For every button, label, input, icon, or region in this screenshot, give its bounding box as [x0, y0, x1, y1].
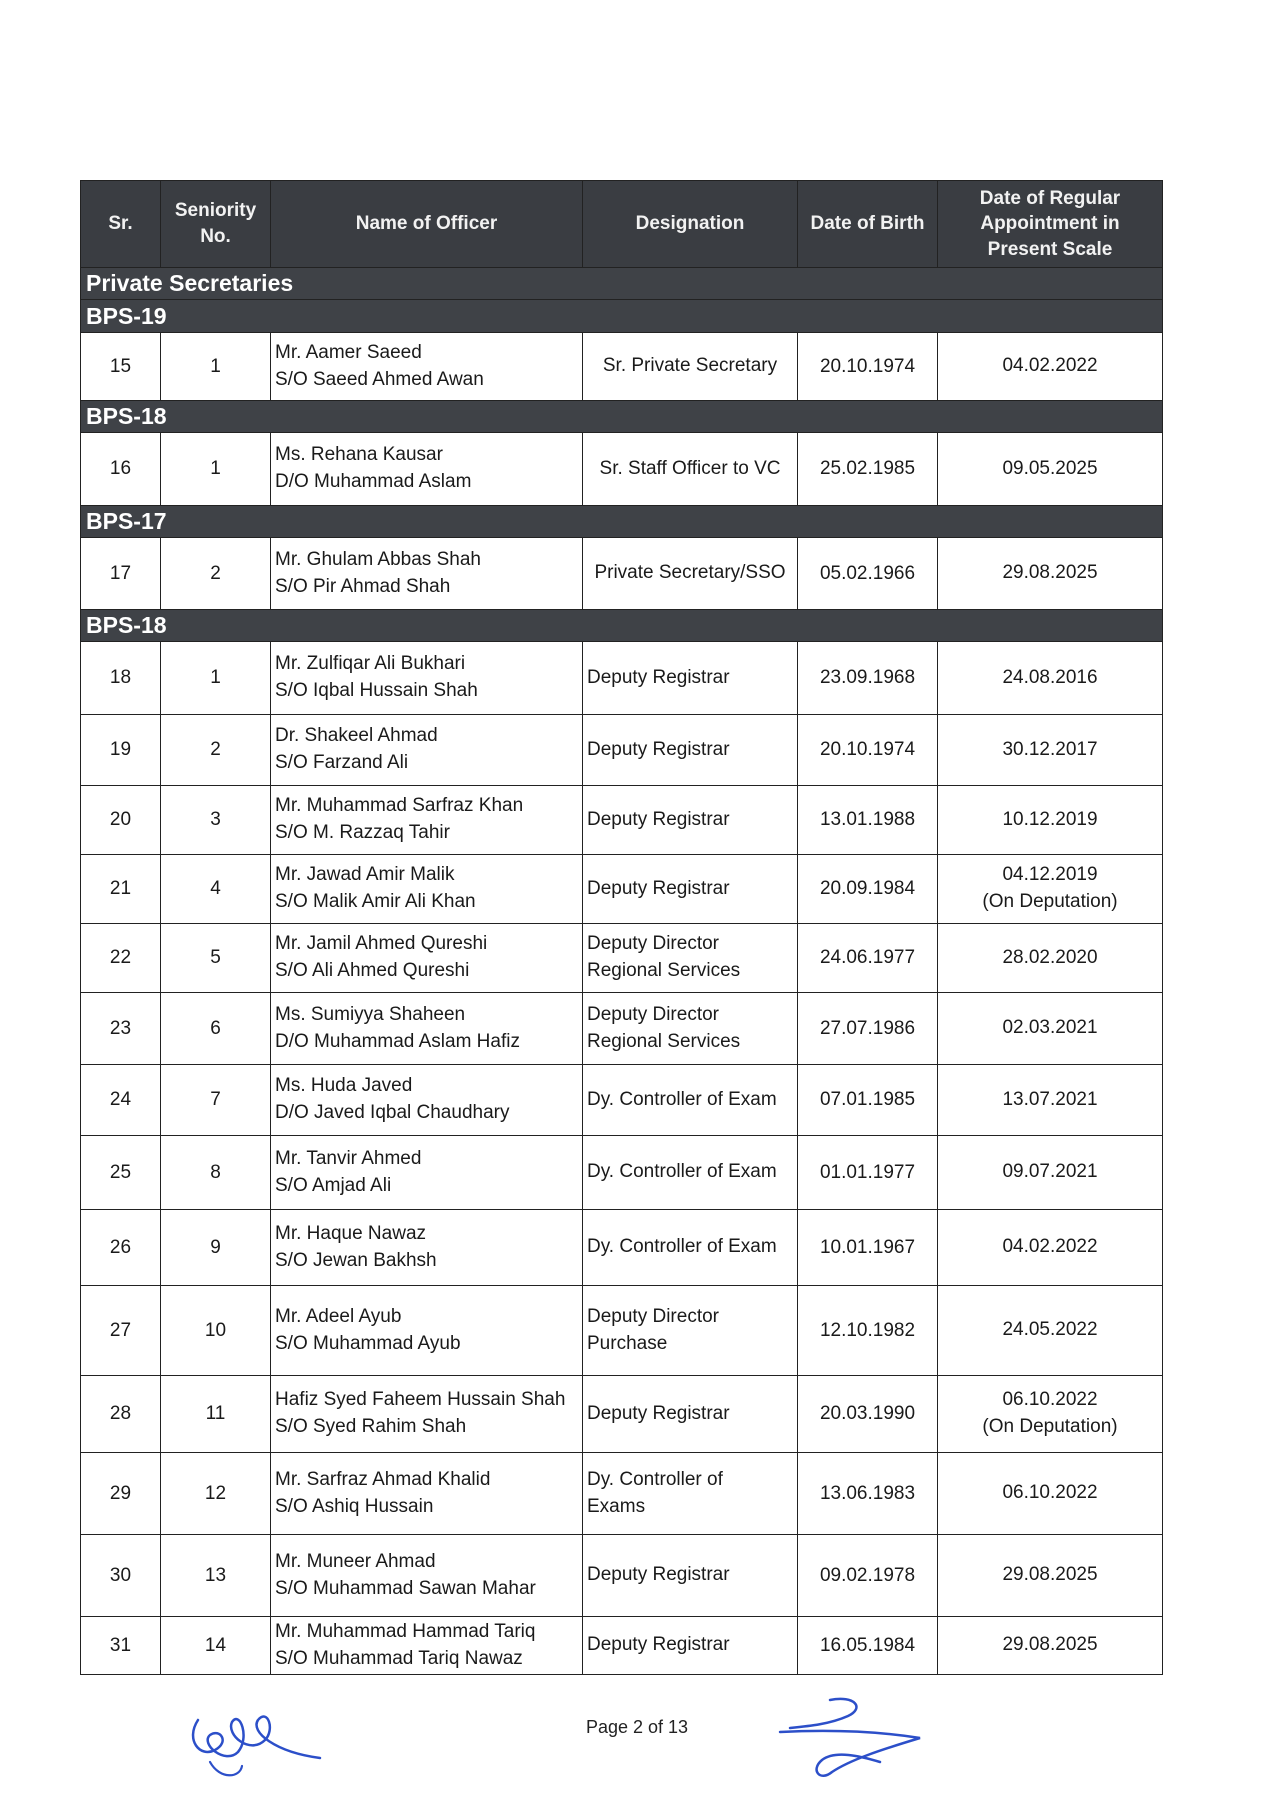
cell-designation: [583, 1453, 798, 1535]
grade-label: BPS-19: [81, 300, 1163, 333]
cell-dob: 13.01.1988: [798, 786, 938, 855]
table-row: [81, 433, 1163, 506]
officer-parent: S/O Muhammad Ayub: [275, 1332, 461, 1354]
cell-appointment: [938, 333, 1163, 401]
officer-name: Ms. Huda Javed: [275, 1075, 413, 1097]
officer-parent: S/O Syed Rahim Shah: [275, 1416, 467, 1437]
cell-dob: 16.05.1984: [798, 1617, 938, 1675]
officer-name: Ms. Rehana Kausar: [275, 444, 443, 466]
cell-designation: [583, 1535, 798, 1617]
cell-appointment: [938, 642, 1163, 715]
designation-line: Dy. Controller of Exam: [587, 1161, 777, 1183]
officer-parent: S/O Iqbal Hussain Shah: [275, 680, 478, 701]
cell-sr: 21: [81, 855, 161, 924]
designation-line: Purchase: [587, 1332, 668, 1354]
officer-parent: S/O Jewan Bakhsh: [275, 1249, 437, 1271]
officer-parent: S/O Pir Ahmad Shah: [275, 575, 451, 597]
designation-line: Sr. Staff Officer to VC: [599, 457, 781, 479]
table-row: [81, 1065, 1163, 1136]
cell-designation: [583, 1286, 798, 1376]
cell-name: [271, 333, 583, 401]
cell-appointment: [938, 786, 1163, 855]
cell-sr: 25: [81, 1136, 161, 1210]
officer-parent: S/O M. Razzaq Tahir: [275, 822, 450, 843]
table-row: [81, 1453, 1163, 1535]
appointment-line: 06.10.2022: [1002, 1389, 1098, 1411]
cell-appointment: [938, 715, 1163, 786]
cell-seniority: 5: [161, 924, 271, 993]
cell-dob: 09.02.1978: [798, 1535, 938, 1617]
cell-appointment: [938, 924, 1163, 993]
seniority-list-table: [80, 180, 1163, 1675]
designation-line: Dy. Controller of Exam: [587, 1236, 777, 1258]
appointment-line: 30.12.2017: [1002, 738, 1098, 760]
grade-label: BPS-17: [81, 506, 1163, 538]
designation-line: Deputy Registrar: [587, 666, 730, 688]
appointment-line: 29.08.2025: [1002, 1634, 1098, 1656]
cell-seniority: 1: [161, 433, 271, 506]
cell-sr: 18: [81, 642, 161, 715]
officer-name: Mr. Tanvir Ahmed: [275, 1147, 422, 1169]
appointment-line: 24.05.2022: [1002, 1319, 1098, 1341]
cell-dob: 13.06.1983: [798, 1453, 938, 1535]
cell-name: [271, 1535, 583, 1617]
cell-designation: [583, 1376, 798, 1453]
cell-designation: [583, 433, 798, 506]
appointment-line: 09.05.2025: [1002, 457, 1098, 479]
officer-parent: D/O Muhammad Aslam Hafiz: [275, 1030, 520, 1052]
cell-name: [271, 433, 583, 506]
table-row: [81, 715, 1163, 786]
designation-line: Deputy Director: [587, 1305, 719, 1327]
designation-line: Deputy Registrar: [587, 808, 730, 830]
table-row: [81, 538, 1163, 610]
cell-dob: 05.02.1966: [798, 538, 938, 610]
appointment-line: (On Deputation): [982, 1416, 1118, 1437]
cell-appointment: [938, 1286, 1163, 1376]
cell-seniority: 1: [161, 333, 271, 401]
officer-parent: S/O Farzand Ali: [275, 752, 409, 773]
appointment-line: 28.02.2020: [1002, 946, 1098, 968]
cell-sr: 26: [81, 1210, 161, 1286]
designation-line: Regional Services: [587, 1030, 741, 1052]
cell-seniority: 4: [161, 855, 271, 924]
cell-name: [271, 1065, 583, 1136]
table-body: [81, 268, 1163, 1675]
officer-parent: S/O Amjad Ali: [275, 1174, 392, 1196]
cell-name: [271, 1617, 583, 1675]
cell-dob: 24.06.1977: [798, 924, 938, 993]
grade-section-row: [81, 401, 1163, 433]
cell-name: [271, 538, 583, 610]
cell-sr: 17: [81, 538, 161, 610]
cell-dob: 20.03.1990: [798, 1376, 938, 1453]
table-row: [81, 993, 1163, 1065]
officer-parent: S/O Saeed Ahmed Awan: [275, 368, 484, 390]
cell-appointment: [938, 1535, 1163, 1617]
table-row: [81, 333, 1163, 401]
officer-name: Mr. Muhammad Sarfraz Khan: [275, 795, 524, 817]
header-designation: Designation: [583, 181, 798, 268]
officer-name: Mr. Jawad Amir Malik: [275, 864, 455, 886]
cell-dob: 01.01.1977: [798, 1136, 938, 1210]
appointment-line: 10.12.2019: [1002, 808, 1098, 830]
cell-sr: 28: [81, 1376, 161, 1453]
header-sr: Sr.: [81, 181, 161, 268]
officer-name: Mr. Aamer Saeed: [275, 341, 422, 363]
cell-name: [271, 1286, 583, 1376]
cell-appointment: [938, 538, 1163, 610]
officer-parent: D/O Muhammad Aslam: [275, 471, 472, 492]
grade-label: BPS-18: [81, 401, 1163, 433]
cell-designation: [583, 1617, 798, 1675]
cell-seniority: 2: [161, 538, 271, 610]
category-row: [81, 268, 1163, 300]
cell-sr: 27: [81, 1286, 161, 1376]
cell-designation: [583, 786, 798, 855]
cell-name: [271, 642, 583, 715]
cell-dob: 20.10.1974: [798, 715, 938, 786]
cell-sr: 15: [81, 333, 161, 401]
cell-appointment: [938, 433, 1163, 506]
officer-name: Mr. Haque Nawaz: [275, 1222, 427, 1244]
officer-name: Mr. Muneer Ahmad: [275, 1550, 436, 1572]
cell-dob: 07.01.1985: [798, 1065, 938, 1136]
header-appointment: Date of Regular Appointment in Present Scale: [938, 181, 1163, 268]
cell-appointment: [938, 1210, 1163, 1286]
officer-parent: S/O Ali Ahmed Qureshi: [275, 960, 470, 981]
cell-designation: [583, 642, 798, 715]
officer-parent: S/O Ashiq Hussain: [275, 1495, 434, 1517]
cell-designation: [583, 1136, 798, 1210]
cell-seniority: 3: [161, 786, 271, 855]
grade-label: BPS-18: [81, 610, 1163, 642]
appointment-line: 04.02.2022: [1002, 355, 1098, 377]
cell-dob: 27.07.1986: [798, 993, 938, 1065]
table-row: [81, 1376, 1163, 1453]
appointment-line: 04.12.2019: [1002, 864, 1098, 886]
cell-name: [271, 1210, 583, 1286]
table-header-row: [81, 181, 1163, 268]
designation-line: Dy. Controller of Exam: [587, 1088, 777, 1110]
cell-seniority: 13: [161, 1535, 271, 1617]
cell-dob: 25.02.1985: [798, 433, 938, 506]
cell-sr: 23: [81, 993, 161, 1065]
cell-name: [271, 924, 583, 993]
page-number: Page 2 of 13: [585, 1717, 689, 1737]
cell-appointment: [938, 1376, 1163, 1453]
officers-table-container: [80, 180, 1162, 1675]
appointment-line: 24.08.2016: [1002, 666, 1098, 688]
cell-appointment: [938, 855, 1163, 924]
cell-appointment: [938, 1065, 1163, 1136]
header-dob: Date of Birth: [798, 181, 938, 268]
grade-section-row: [81, 610, 1163, 642]
cell-designation: [583, 924, 798, 993]
cell-dob: 20.10.1974: [798, 333, 938, 401]
cell-designation: [583, 1065, 798, 1136]
appointment-line: 06.10.2022: [1002, 1482, 1098, 1504]
designation-line: Deputy Registrar: [587, 1564, 730, 1586]
cell-name: [271, 1376, 583, 1453]
designation-line: Deputy Director: [587, 1003, 719, 1025]
officer-name: Mr. Adeel Ayub: [275, 1305, 402, 1327]
header-seniority: Seniority No.: [161, 181, 271, 268]
cell-seniority: 7: [161, 1065, 271, 1136]
cell-appointment: [938, 1136, 1163, 1210]
cell-name: [271, 715, 583, 786]
cell-dob: 20.09.1984: [798, 855, 938, 924]
officer-name: Mr. Muhammad Hammad Tariq: [275, 1621, 536, 1642]
cell-sr: 30: [81, 1535, 161, 1617]
cell-seniority: 6: [161, 993, 271, 1065]
designation-line: Exams: [587, 1495, 646, 1517]
cell-seniority: 1: [161, 642, 271, 715]
cell-dob: 23.09.1968: [798, 642, 938, 715]
signature-right: [760, 1690, 930, 1790]
header-name: Name of Officer: [271, 181, 583, 268]
cell-appointment: [938, 1453, 1163, 1535]
cell-seniority: 8: [161, 1136, 271, 1210]
table-row: [81, 924, 1163, 993]
appointment-line: 04.02.2022: [1002, 1236, 1098, 1258]
table-row: [81, 1535, 1163, 1617]
cell-name: [271, 1453, 583, 1535]
grade-section-row: [81, 506, 1163, 538]
officer-name: Mr. Jamil Ahmed Qureshi: [275, 933, 488, 955]
cell-sr: 24: [81, 1065, 161, 1136]
appointment-line: (On Deputation): [982, 891, 1118, 912]
officer-name: Hafiz Syed Faheem Hussain Shah: [275, 1389, 566, 1411]
cell-sr: 31: [81, 1617, 161, 1675]
appointment-line: 29.08.2025: [1002, 1564, 1098, 1586]
appointment-line: 02.03.2021: [1002, 1017, 1098, 1039]
cell-sr: 20: [81, 786, 161, 855]
table-row: [81, 1210, 1163, 1286]
designation-line: Sr. Private Secretary: [602, 355, 778, 377]
officer-name: Dr. Shakeel Ahmad: [275, 725, 438, 747]
cell-seniority: 12: [161, 1453, 271, 1535]
cell-name: [271, 1136, 583, 1210]
cell-designation: [583, 993, 798, 1065]
cell-seniority: 14: [161, 1617, 271, 1675]
officer-name: Ms. Sumiyya Shaheen: [275, 1003, 466, 1025]
officer-parent: D/O Javed Iqbal Chaudhary: [275, 1102, 510, 1123]
officer-name: Mr. Ghulam Abbas Shah: [275, 548, 481, 570]
cell-dob: 12.10.1982: [798, 1286, 938, 1376]
cell-designation: [583, 1210, 798, 1286]
table-row: [81, 855, 1163, 924]
category-label: Private Secretaries: [81, 268, 1163, 300]
cell-name: [271, 786, 583, 855]
designation-line: Deputy Registrar: [587, 738, 730, 760]
cell-designation: [583, 538, 798, 610]
cell-dob: 10.01.1967: [798, 1210, 938, 1286]
grade-section-row: [81, 300, 1163, 333]
table-row: [81, 1136, 1163, 1210]
cell-designation: [583, 333, 798, 401]
officer-parent: S/O Muhammad Tariq Nawaz: [275, 1647, 523, 1669]
cell-sr: 19: [81, 715, 161, 786]
cell-name: [271, 855, 583, 924]
table-row: [81, 1286, 1163, 1376]
cell-appointment: [938, 993, 1163, 1065]
designation-line: Regional Services: [587, 960, 741, 981]
table-row: [81, 786, 1163, 855]
table-row: [81, 1617, 1163, 1675]
cell-seniority: 11: [161, 1376, 271, 1453]
cell-sr: 22: [81, 924, 161, 993]
designation-line: Deputy Registrar: [587, 877, 730, 899]
designation-line: Deputy Registrar: [587, 1402, 730, 1424]
officer-parent: S/O Muhammad Sawan Mahar: [275, 1577, 536, 1599]
designation-line: Deputy Director: [587, 933, 719, 955]
cell-seniority: 2: [161, 715, 271, 786]
appointment-line: 13.07.2021: [1002, 1088, 1098, 1110]
designation-line: Dy. Controller of: [587, 1468, 723, 1490]
cell-name: [271, 993, 583, 1065]
signature-left: [180, 1680, 340, 1790]
cell-seniority: 9: [161, 1210, 271, 1286]
officer-parent: S/O Malik Amir Ali Khan: [275, 891, 476, 912]
cell-appointment: [938, 1617, 1163, 1675]
cell-seniority: 10: [161, 1286, 271, 1376]
cell-sr: 29: [81, 1453, 161, 1535]
table-row: [81, 642, 1163, 715]
designation-line: Deputy Registrar: [587, 1634, 730, 1656]
designation-line: Private Secretary/SSO: [594, 562, 786, 584]
cell-designation: [583, 715, 798, 786]
officer-name: Mr. Zulfiqar Ali Bukhari: [275, 653, 466, 675]
cell-sr: 16: [81, 433, 161, 506]
officer-name: Mr. Sarfraz Ahmad Khalid: [275, 1468, 491, 1490]
appointment-line: 29.08.2025: [1002, 562, 1098, 584]
appointment-line: 09.07.2021: [1002, 1161, 1098, 1183]
cell-designation: [583, 855, 798, 924]
